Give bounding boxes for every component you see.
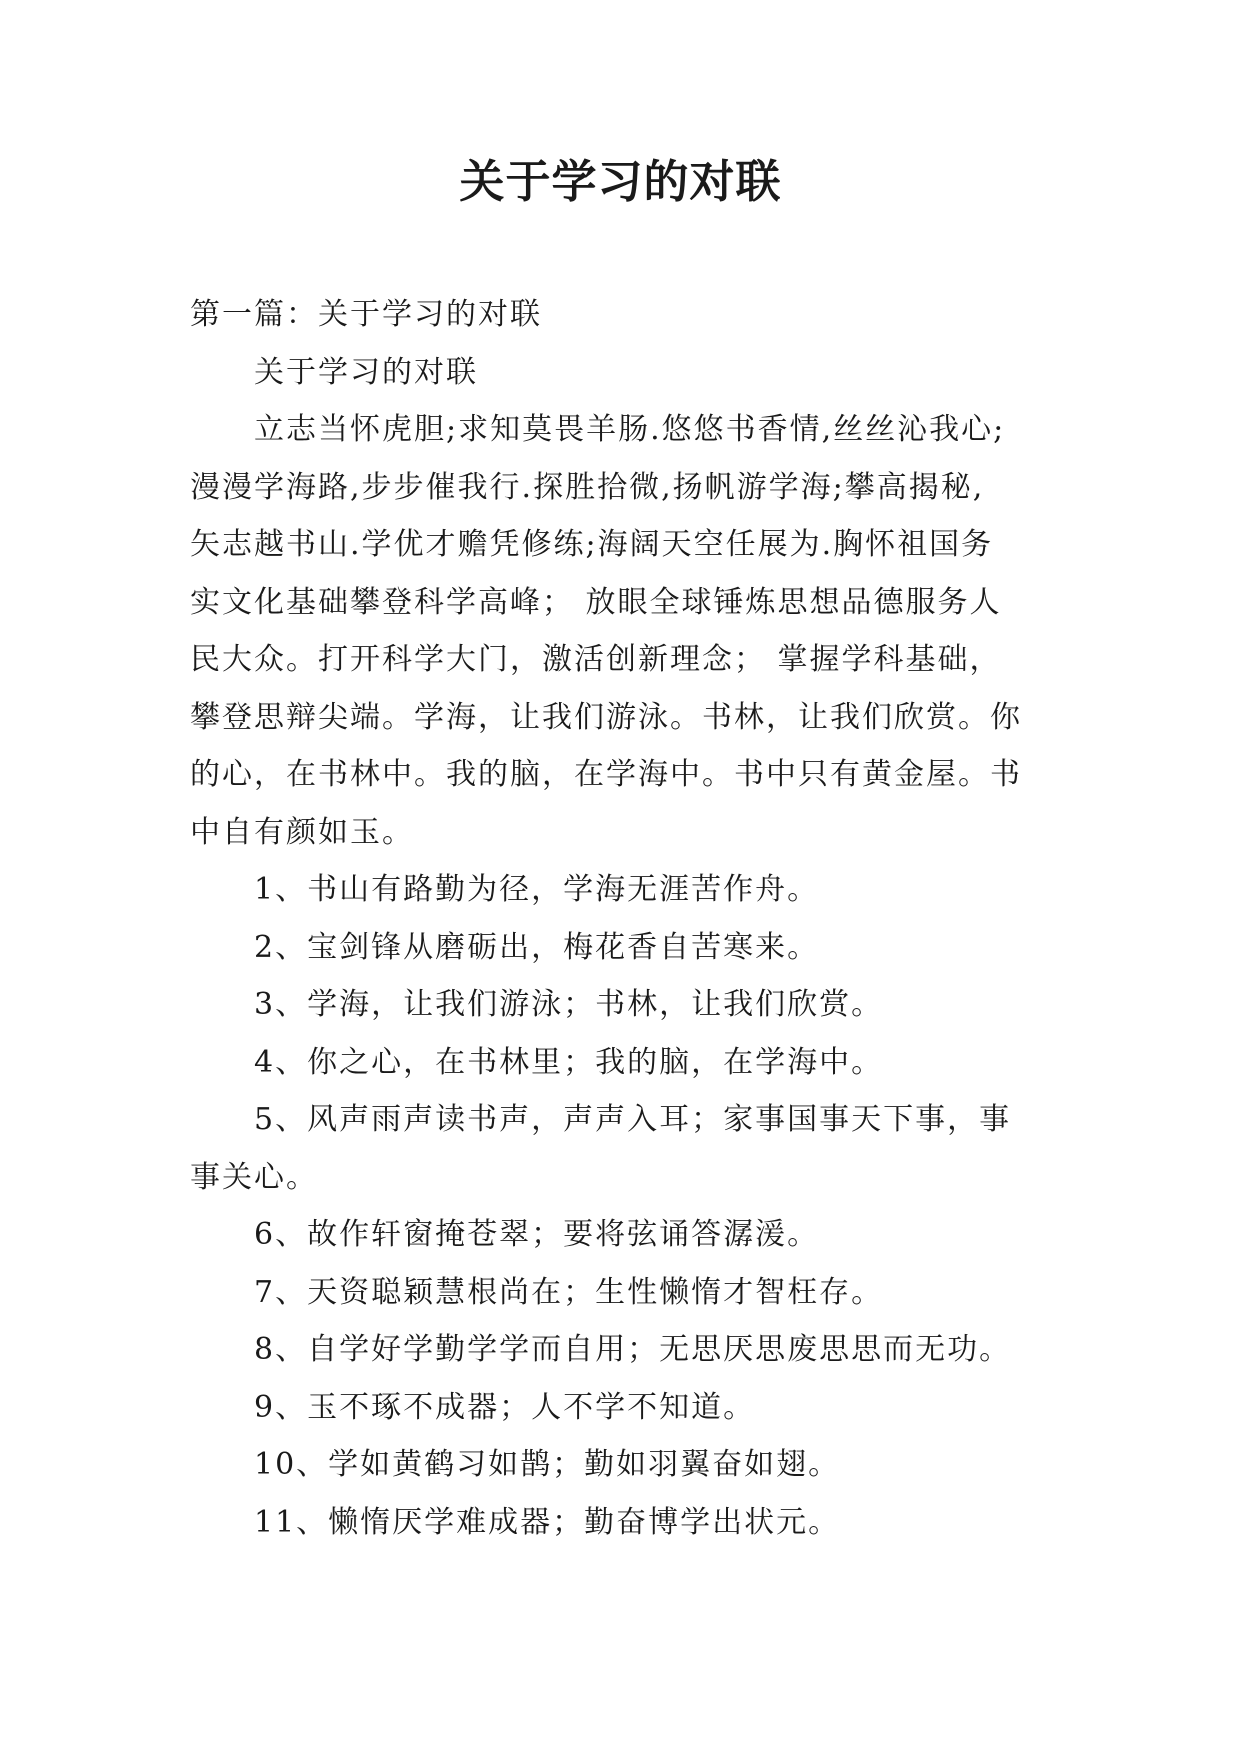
paragraph-line: 矢志越书山.学优才赡凭修练;海阔天空任展为.胸怀祖国务 [190,527,994,562]
couplet-item: 4、你之心，在书林里；我的脑，在学海中。 [254,1044,884,1080]
couplet-item-continuation: 事关心。 [190,1159,318,1195]
paragraph-line: 民大众。打开科学大门，激活创新理念； 掌握学科基础， [190,642,1002,677]
paragraph-line: 实文化基础攀登科学高峰； 放眼全球锤炼思想品德服务人 [190,584,1002,620]
couplet-item: 11、懒惰厌学难成器；勤奋博学出状元。 [254,1504,841,1540]
paragraph-line: 中自有颜如玉。 [190,814,414,850]
paragraph-line: 漫漫学海路,步步催我行.探胜拾微,扬帆游学海;攀高揭秘, [190,469,985,505]
couplet-item: 2、宝剑锋从磨砺出，梅花香自苦寒来。 [254,929,820,965]
couplet-item: 1、书山有路勤为径，学海无涯苦作舟。 [254,872,820,907]
couplet-item: 7、天资聪颖慧根尚在；生性懒惰才智枉存。 [254,1274,884,1310]
couplet-item: 3、学海，让我们游泳；书林，让我们欣赏。 [254,987,884,1022]
paragraph-line: 攀登思辩尖端。学海，让我们游泳。书林，让我们欣赏。你 [190,699,1022,735]
document-title: 关于学习的对联 [459,155,782,208]
document-body [190,286,1060,1551]
sub-heading: 关于学习的对联 [254,354,478,390]
couplet-item: 9、玉不琢不成器；人不学不知道。 [254,1389,756,1425]
couplet-item: 8、自学好学勤学学而自用；无思厌思废思思而无功。 [254,1332,1012,1367]
section-heading: 第一篇：关于学习的对联 [190,297,542,332]
couplet-item: 10、学如黄鹤习如鹊；勤如羽翼奋如翅。 [254,1447,841,1482]
paragraph-line: 立志当怀虎胆;求知莫畏羊肠.悠悠书香情,丝丝沁我心; [254,412,1006,447]
couplet-item: 6、故作轩窗掩苍翠；要将弦诵答潺湲。 [254,1217,820,1252]
couplet-item: 5、风声雨声读书声，声声入耳；家事国事天下事，事 [254,1102,1012,1137]
paragraph-line: 的心，在书林中。我的脑，在学海中。书中只有黄金屋。书 [190,757,1022,792]
